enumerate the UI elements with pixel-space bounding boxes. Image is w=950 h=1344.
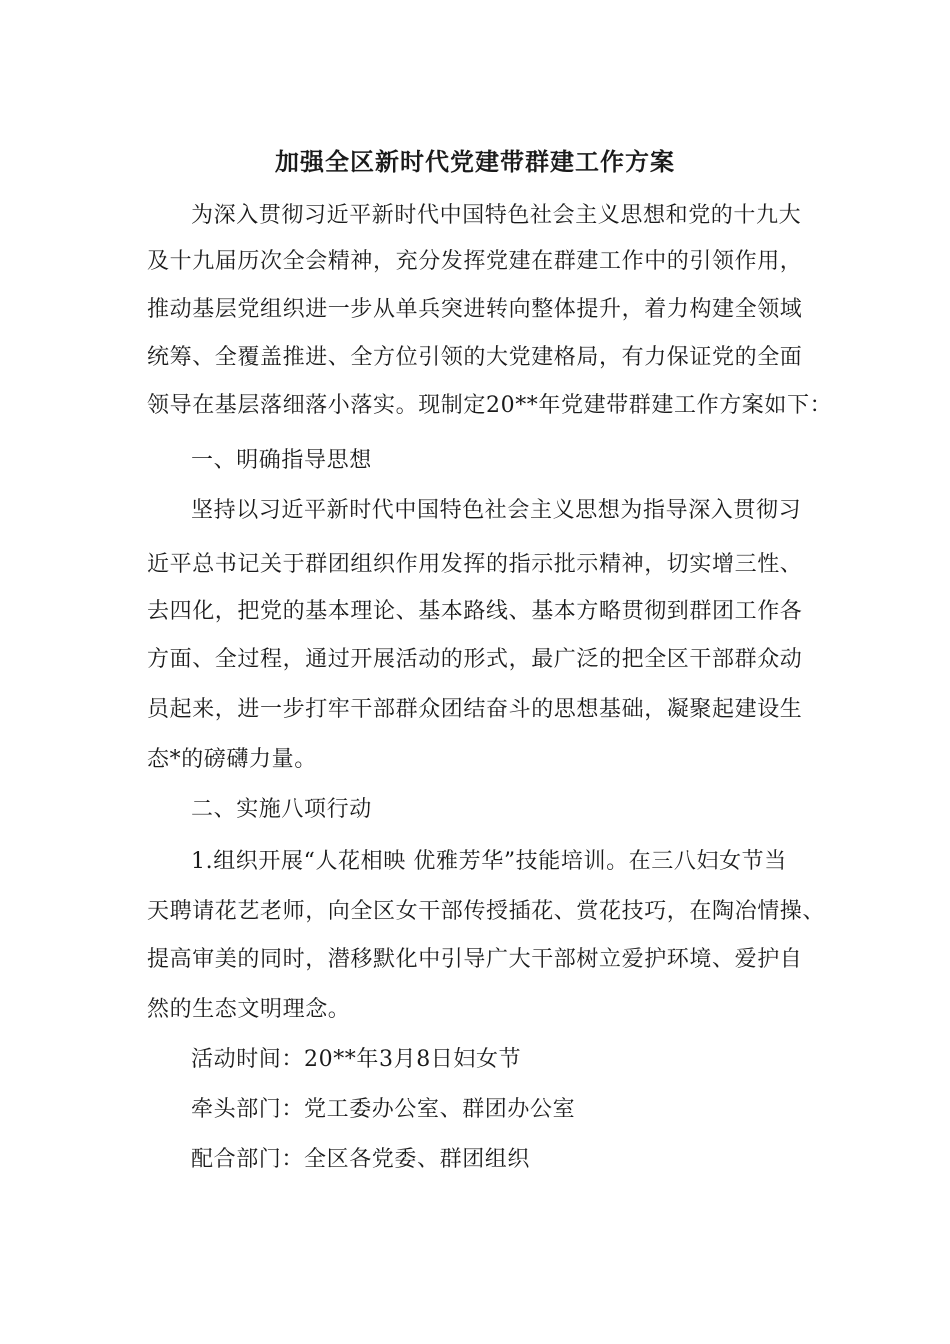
paragraph-line: 近平总书记关于群团组织作用发挥的指示批示精神，切实增三性、	[147, 552, 803, 577]
paragraph-line: 提高审美的同时，潜移默化中引导广大干部树立爱护环境、爱护自	[147, 947, 803, 972]
paragraph-line: 方面、全过程，通过开展活动的形式，最广泛的把全区干部群众动	[147, 647, 803, 672]
paragraph-line: 态*的磅礴力量。	[147, 747, 317, 772]
paragraph-line: 然的生态文明理念。	[147, 997, 351, 1022]
section-heading: 一、明确指导思想	[191, 448, 372, 473]
paragraph-line: 推动基层党组织进一步从单兵突进转向整体提升，着力构建全领域	[147, 297, 803, 322]
lead-department: 牵头部门：党工委办公室、群团办公室	[191, 1097, 576, 1122]
supporting-department: 配合部门：全区各党委、群团组织	[191, 1147, 531, 1172]
document-title: 加强全区新时代党建带群建工作方案	[275, 147, 675, 176]
paragraph-line: 员起来，进一步打牢干部群众团结奋斗的思想基础，凝聚起建设生	[147, 697, 803, 722]
paragraph-line: 及十九届历次全会精神，充分发挥党建在群建工作中的引领作用，	[147, 249, 803, 274]
activity-time: 活动时间：20**年3月8日妇女节	[191, 1047, 522, 1072]
section-heading: 二、实施八项行动	[191, 797, 372, 822]
paragraph-line: 坚持以习近平新时代中国特色社会主义思想为指导深入贯彻习	[191, 498, 802, 523]
paragraph-line: 统筹、全覆盖推进、全方位引领的大党建格局，有力保证党的全面	[147, 345, 803, 370]
paragraph-line: 去四化，把党的基本理论、基本路线、基本方略贯彻到群团工作各	[147, 599, 803, 624]
paragraph-line: 为深入贯彻习近平新时代中国特色社会主义思想和党的十九大	[191, 203, 802, 228]
paragraph-line: 领导在基层落细落小落实。现制定20**年党建带群建工作方案如下：	[147, 393, 833, 418]
paragraph-line: 1.组织开展“人花相映 优雅芳华”技能培训。在三八妇女节当	[191, 849, 787, 874]
paragraph-line: 天聘请花艺老师，向全区女干部传授插花、赏花技巧，在陶冶情操、	[147, 899, 826, 924]
